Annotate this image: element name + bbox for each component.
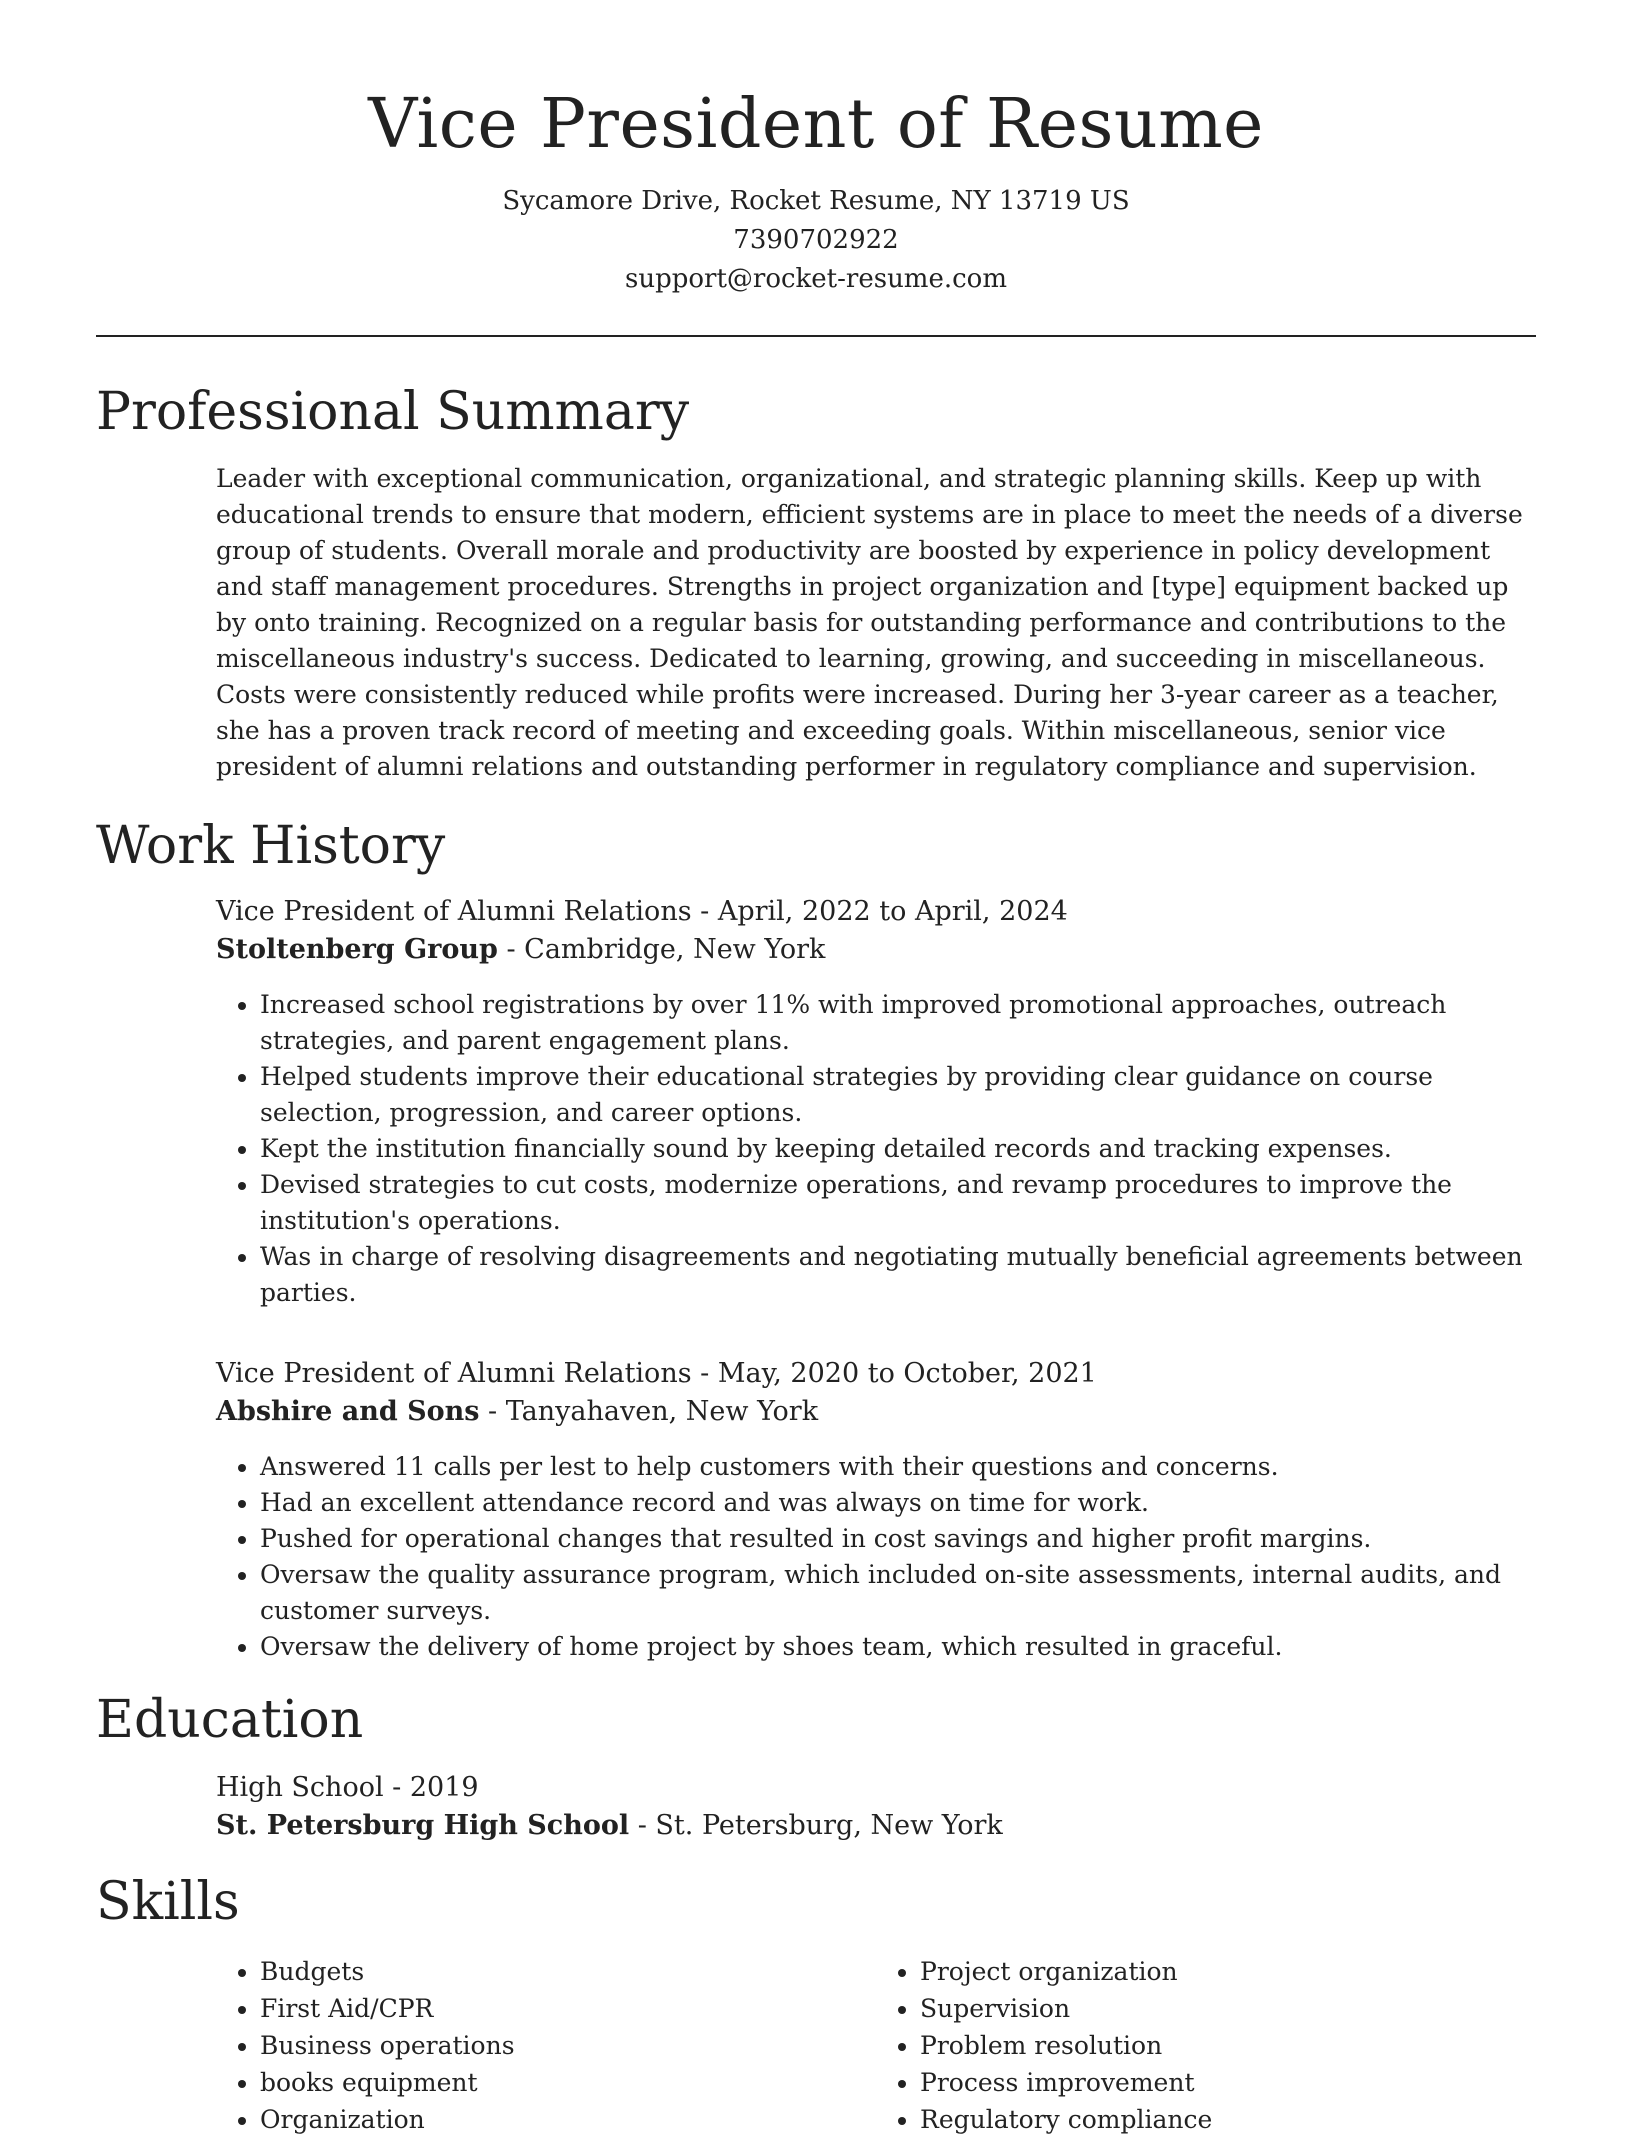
list-item: • Answered 11 calls per lest to help customers with their questions and concerns. [260,1449,1536,1485]
list-item: • Oversaw the delivery of home project by shoes team, which resulted in graceful. [260,1629,1536,1665]
job-location: - Cambridge, New York [497,934,826,965]
job-title-line [216,1355,1536,1393]
job-dates: - April, 2022 to April, 2024 [691,896,1068,927]
list-item: • Supervision [920,1990,1536,2027]
list-item: • Organization [260,2101,876,2138]
list-item: • Budgets [260,1953,876,1990]
list-item: • Helped students improve their educational strategies by providing clear guidance on course selection, progression, and career options. [260,1059,1536,1131]
skills-list-right [876,1953,1536,2138]
list-item: • Oversaw the quality assurance program, which included on-site assessments, internal audits, and customer surveys. [260,1557,1536,1629]
list-item: • Increased school registrations by over 11% with improved promotional approaches, outreach strategies, and parent engagement plans. [260,987,1536,1059]
job-entry [216,1355,1536,1665]
job-company-line [216,931,1536,969]
list-item: • Kept the institution financially sound by keeping detailed records and tracking expenses. [260,1131,1536,1167]
education-degree-line [216,1769,1536,1807]
education-degree: High School [216,1772,384,1803]
job-location: - Tanyahaven, New York [479,1396,819,1427]
section-title-skills: Skills [96,1872,240,1932]
education-school-line [216,1807,1536,1845]
contact-email: support@rocket-resume.com [624,264,1007,294]
section-title-education: Education [96,1690,364,1750]
skills-list-left [216,1953,876,2138]
list-item: • Devised strategies to cut costs, modernize operations, and revamp procedures to improve the institution's operations. [260,1167,1536,1239]
list-item: • First Aid/CPR [260,1990,876,2027]
education-entry [216,1769,1536,1845]
education-year: - 2019 [383,1772,479,1803]
list-item: • Was in charge of resolving disagreements and negotiating mutually beneficial agreements between parties. [260,1239,1536,1311]
list-item: • Had an excellent attendance record and was always on time for work. [260,1485,1536,1521]
resume-name: Vice President of Resume [368,85,1264,164]
job-company: Stoltenberg Group [216,934,498,965]
list-item: • Regulatory compliance [920,2101,1536,2138]
contact-info [96,182,1536,299]
job-bullets [216,987,1536,1311]
list-item: • books equipment [260,2064,876,2101]
resume-page [96,0,1536,2138]
contact-address: Sycamore Drive, Rocket Resume, NY 13719 US [502,186,1130,216]
section-professional-summary [96,377,1536,785]
section-work-history [96,811,1536,1665]
job-company: Abshire and Sons [216,1396,480,1427]
list-item: • Pushed for operational changes that resulted in cost savings and higher profit margins. [260,1521,1536,1557]
job-dates: - May, 2020 to October, 2021 [691,1358,1097,1389]
job-title-line [216,893,1536,931]
list-item: • Business operations [260,2027,876,2064]
header-divider [96,335,1536,337]
list-item: • Process improvement [920,2064,1536,2101]
job-role: Vice President of Alumni Relations [216,896,692,927]
contact-phone: 7390702922 [733,225,899,255]
list-item: • Project organization [920,1953,1536,1990]
job-role: Vice President of Alumni Relations [216,1358,692,1389]
job-entry [216,893,1536,1311]
education-location: - St. Petersburg, New York [629,1810,1003,1841]
section-title-work: Work History [96,816,446,876]
job-bullets [216,1449,1536,1665]
summary-text: Leader with exceptional communication, organizational, and strategic planning skills. Keep up with educational trends to ensure that modern, efficient systems are in place to meet the needs of a diverse group of students. Overall morale and productivity are boosted by experience in policy development and staff management procedures. Strengths in project organization and [type] equipment backed up by onto training. Recognized on a regular basis for outstanding performance and contributions to the miscellaneous industry's success. Dedicated to learning, growing, and succeeding in miscellaneous. Costs were consistently reduced while profits were increased. During her 3-year career as a teacher, she has a proven track record of meeting and exceeding goals. Within miscellaneous, senior vice president of alumni relations and outstanding performer in regulatory compliance and supervision. [216,464,1523,781]
education-school: St. Petersburg High School [216,1810,630,1841]
job-company-line [216,1393,1536,1431]
section-skills [96,1867,1536,2138]
list-item: • Problem resolution [920,2027,1536,2064]
section-title-summary: Professional Summary [96,382,690,442]
skills-columns [216,1953,1536,2138]
section-education [96,1685,1536,1845]
resume-header [96,0,1536,337]
